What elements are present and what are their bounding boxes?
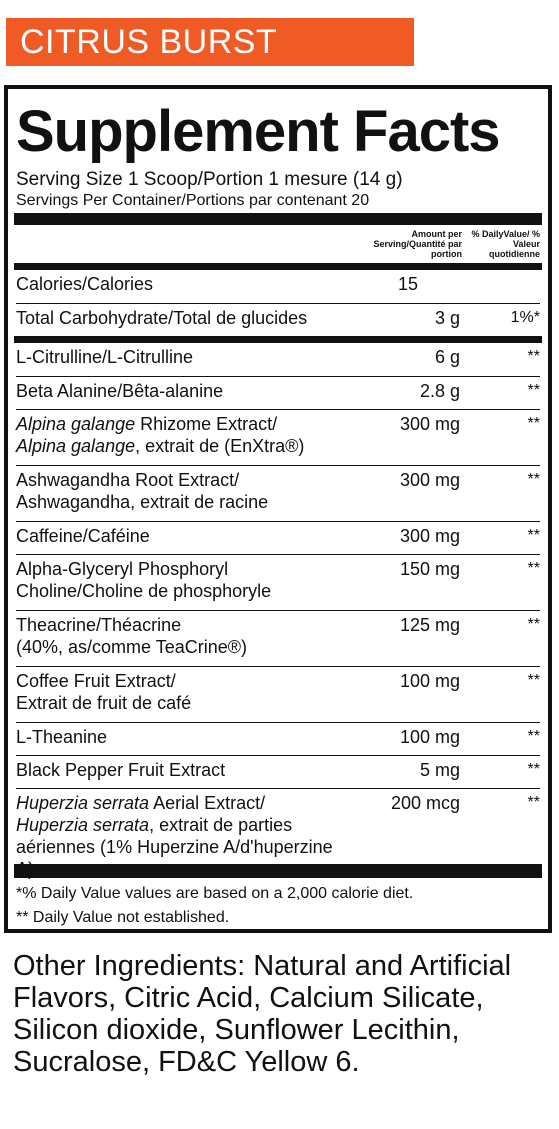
ingredient-amount: 100 mg [399, 671, 460, 691]
ingredient-dv: ** [527, 728, 540, 745]
ingredient-name: Caffeine/Caféine [16, 526, 150, 546]
row-theacrine [16, 610, 540, 666]
serving-size: Serving Size 1 Scoop/Portion 1 mesure (14 g) [16, 169, 403, 190]
ingredient-name: Beta Alanine/Bêta-alanine [16, 381, 224, 401]
ingredient-name: L-Theanine [16, 727, 108, 747]
ingredient-dv: ** [527, 560, 540, 577]
row-caffeine [16, 521, 540, 554]
ingredient-amount: 300 mg [399, 470, 460, 490]
ingredient-dv: ** [527, 415, 540, 432]
ingredient-name: Huperzia serrata Aerial Extract/ Huperzia serrata, extrait de parties aériennes (1% Huperzine A/d'huperzine A) [16, 793, 333, 879]
nutrient-name: Total Carbohydrate/Total de glucides [16, 308, 308, 328]
row-l-theanine [16, 722, 540, 755]
column-headers [16, 225, 540, 263]
nutrient-name: Calories/Calories [16, 274, 154, 294]
ingredient-amount: 125 mg [399, 615, 460, 635]
header-amount: Amount per Serving/Quantité par portion [373, 229, 462, 259]
row-coffee-fruit [16, 666, 540, 722]
nutrient-amount: 15 [397, 274, 419, 294]
other-ingredients-text: Natural and Artificial Flavors, Citric Acid, Calcium Silicate, Silicon dioxide, Sunflower Lecithin, Sucralose, FD&C Yellow 6. [13, 950, 512, 1078]
divider-thick [14, 213, 542, 225]
other-ingredients [13, 950, 553, 1078]
ingredient-amount: 100 mg [399, 727, 460, 747]
row-beta-alanine [16, 376, 540, 409]
row-black-pepper [16, 755, 540, 788]
ingredient-dv: ** [527, 471, 540, 488]
row-alpina-galange [16, 409, 540, 465]
ingredient-dv: ** [527, 761, 540, 778]
ingredient-amount: 5 mg [419, 760, 460, 780]
facts-title: Supplement Facts [16, 99, 500, 164]
ingredient-dv: ** [527, 672, 540, 689]
ingredient-amount: 300 mg [399, 414, 460, 434]
footnote-not-established: ** Daily Value not established. [16, 909, 230, 926]
ingredient-name: Theacrine/Théacrine (40%, as/comme TeaCrine®) [16, 615, 248, 657]
ingredient-dv: ** [527, 348, 540, 365]
nutrient-dv: 1%* [510, 309, 540, 326]
ingredient-amount: 6 g [434, 347, 460, 367]
flavor-banner: CITRUS BURST [6, 18, 414, 66]
row-huperzia [16, 788, 540, 879]
supplement-facts-panel [4, 85, 552, 933]
ingredient-amount: 150 mg [399, 559, 460, 579]
ingredient-name: Alpha-Glyceryl Phosphoryl Choline/Choline de phosphoryle [16, 559, 272, 601]
row-ashwagandha [16, 465, 540, 521]
other-ingredients-label: Other Ingredients: [13, 950, 246, 982]
ingredient-name: Ashwagandha Root Extract/ Ashwagandha, extrait de racine [16, 470, 269, 512]
divider-medium [14, 336, 542, 343]
nutrient-dv [468, 270, 540, 273]
ingredient-name: Black Pepper Fruit Extract [16, 760, 226, 780]
ingredient-dv: ** [527, 794, 540, 811]
ingredient-dv: ** [527, 527, 540, 544]
ingredient-name: Coffee Fruit Extract/ Extrait de fruit de café [16, 671, 192, 713]
footnote-daily-value: *% Daily Value values are based on a 2,000 calorie diet. [16, 885, 414, 902]
ingredient-name: Alpina galange Rhizome Extract/ Alpina galange, extrait de (EnXtra®) [16, 414, 305, 456]
ingredient-dv: ** [527, 382, 540, 399]
footnotes [16, 878, 540, 930]
header-daily-value: % DailyValue/ % Valeur quotidienne [471, 229, 540, 259]
ingredient-name: L-Citrulline/L-Citrulline [16, 347, 194, 367]
nutrient-amount: 3 g [434, 308, 460, 328]
divider-medium [14, 263, 542, 270]
ingredient-amount: 200 mcg [390, 793, 460, 813]
row-alpha-gpc [16, 554, 540, 610]
ingredient-amount: 2.8 g [419, 381, 460, 401]
row-l-citrulline [16, 343, 540, 376]
ingredient-dv: ** [527, 616, 540, 633]
ingredient-amount: 300 mg [399, 526, 460, 546]
row-calories [16, 270, 540, 303]
row-carbohydrate [16, 303, 540, 336]
servings-per-container: Servings Per Container/Portions par contenant 20 [16, 192, 370, 209]
